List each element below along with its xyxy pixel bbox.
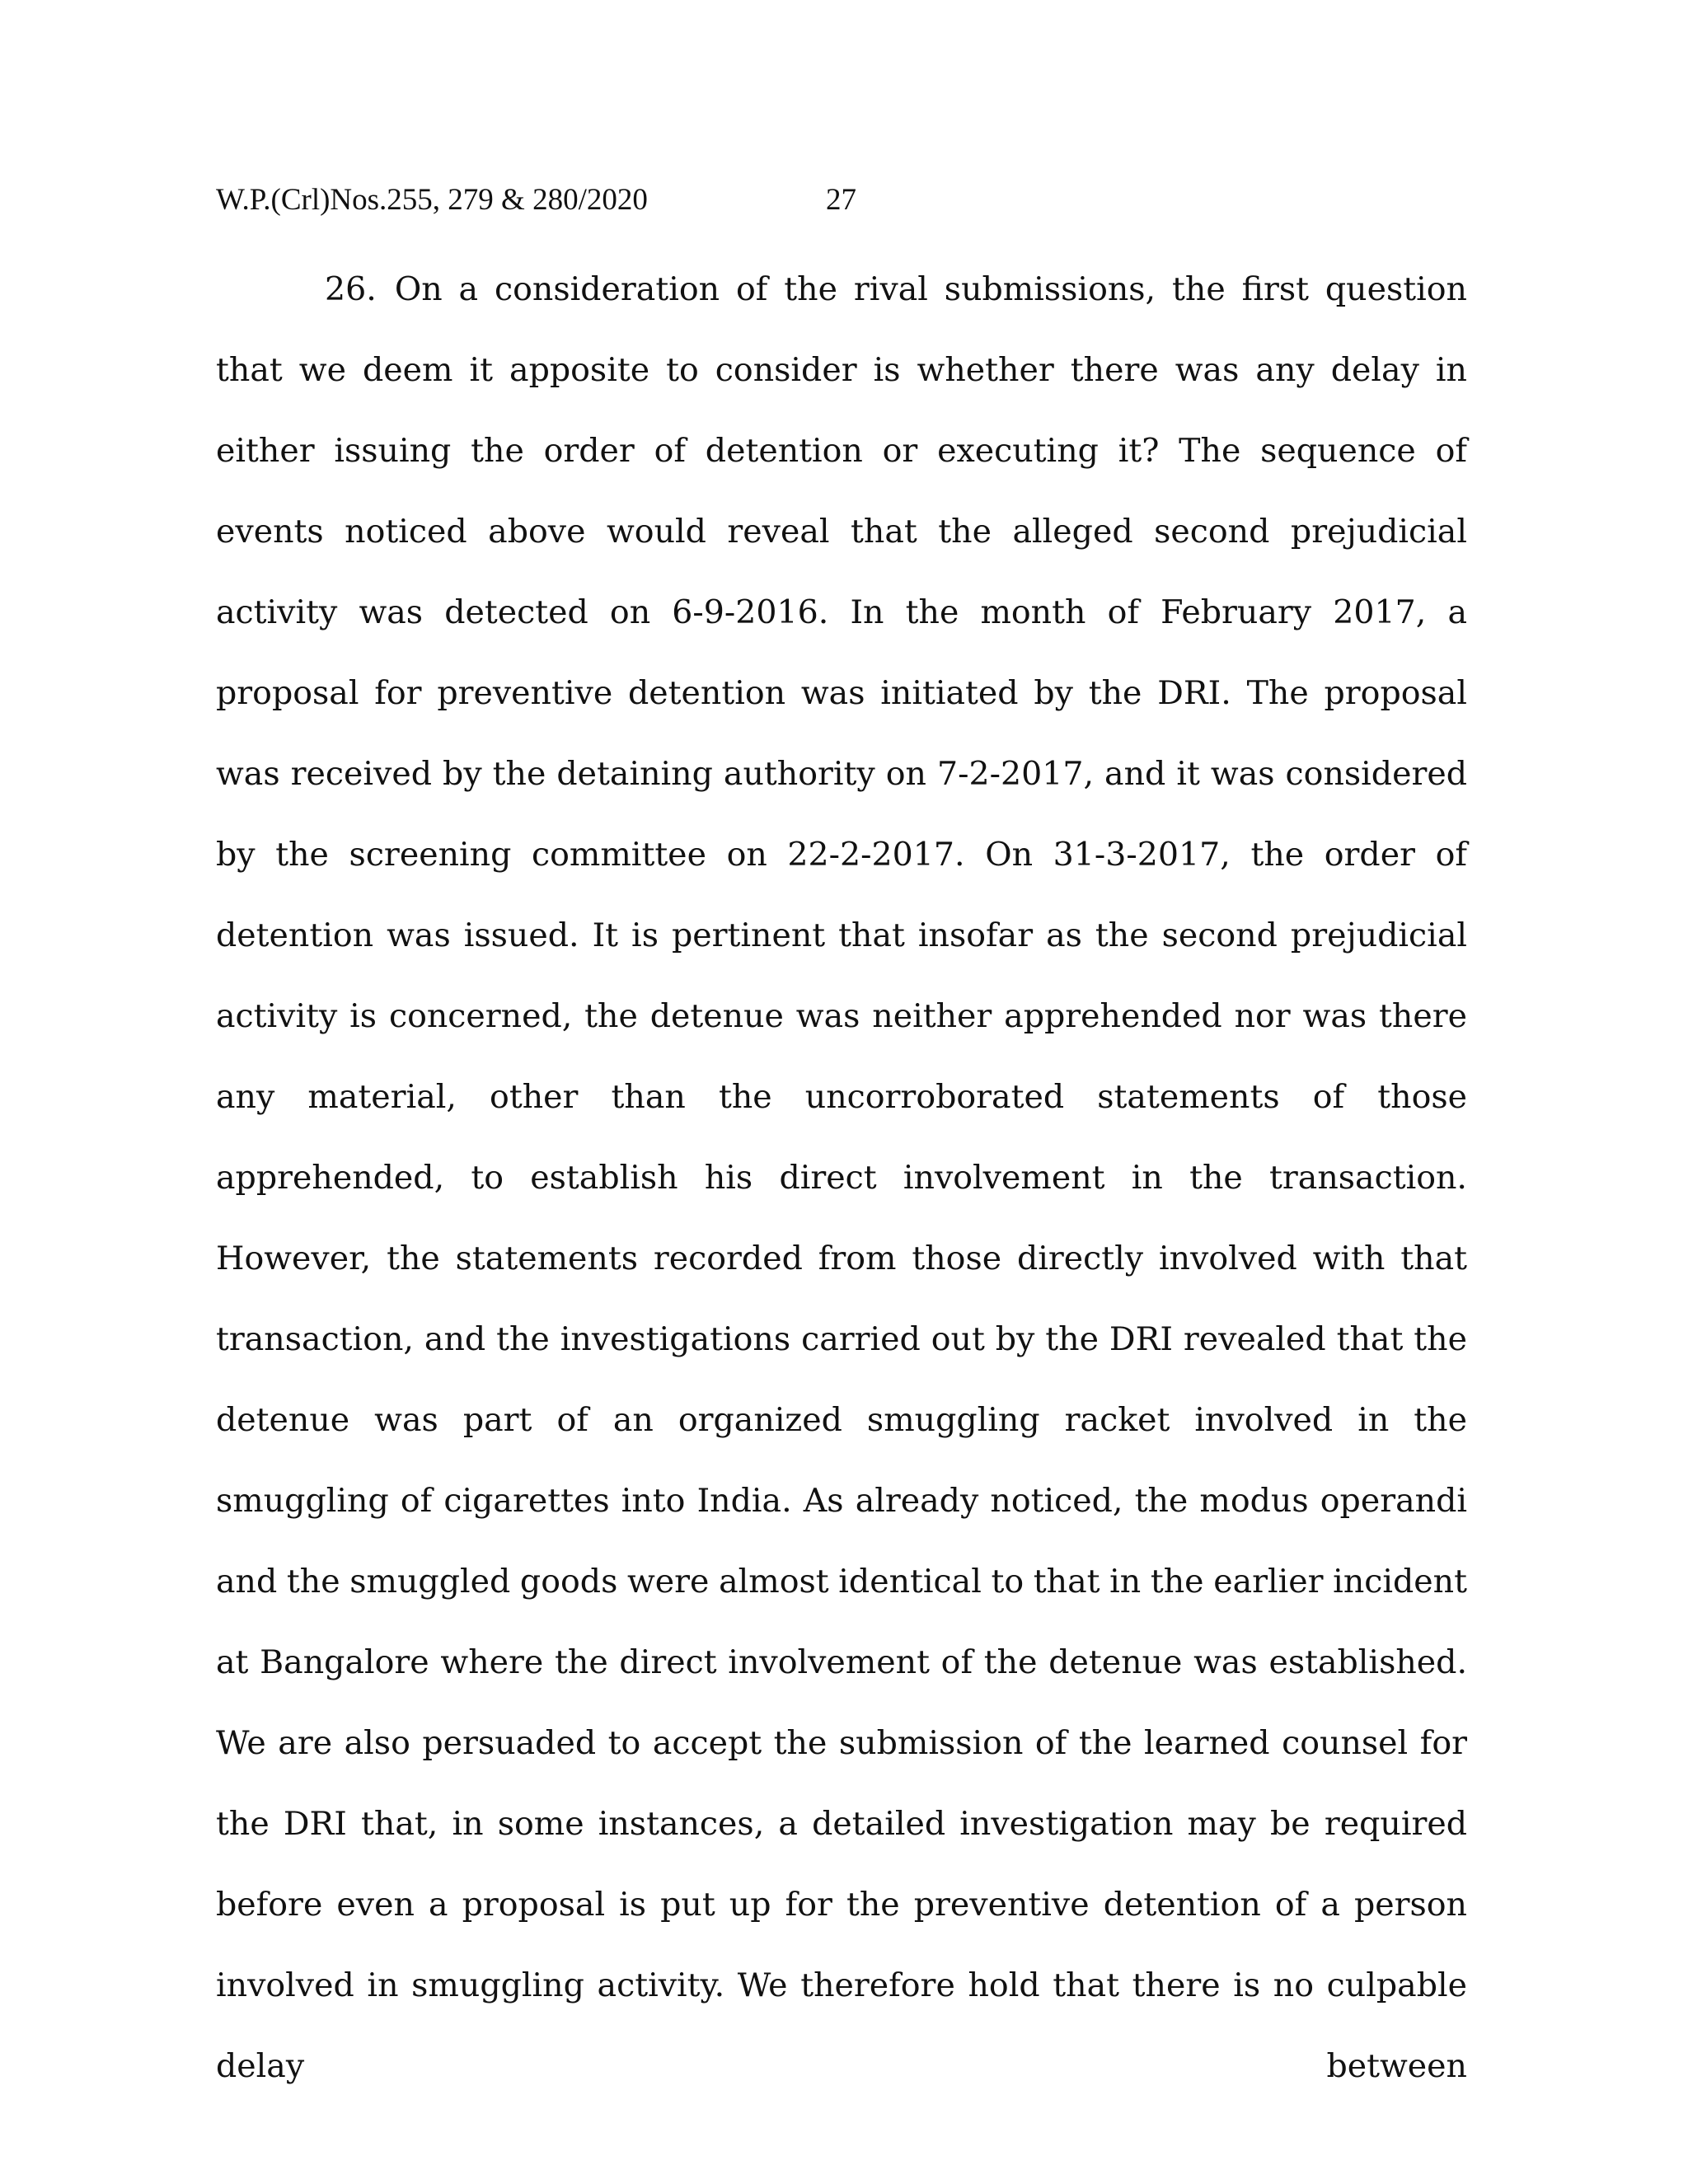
page-header	[216, 180, 1469, 221]
paragraph-number: 26.	[325, 270, 377, 308]
paragraph-text: On a consideration of the rival submissions, the first question that we deem it apposite to consider is whether there was any delay in either issuing the order of detention or executing it? The sequence of events noticed above would reveal that the alleged second prejudicial activity was detected on 6-9-2016. In the month of February 2017, a proposal for preventive detention was initiated by the DRI. The proposal was received by the detaining authority on 7-2-2017, and it was considered by the screening committee on 22-2-2017. On 31-3-2017, the order of detention was issued. It is pertinent that insofar as the second prejudicial activity is concerned, the detenue was neither apprehended nor was there any material, other than the uncorroborated statements of those apprehended, to establish his direct involvement in the transaction. However, the statements recorded from those directly involved with that transaction, and the investigations carried out by the DRI revealed that the detenue was part of an organized smuggling racket involved in the smuggling of cigarettes into India. As already noticed, the modus operandi and the smuggled goods were almost identical to that in the earlier incident at Bangalore where the direct involvement of the detenue was established. We are also persuaded to accept the submission of the learned counsel for the DRI that, in some instances, a detailed investigation may be required before even a proposal is put up for the preventive detention of a person involved in smuggling activity. We therefore hold that there is no culpable delay between	[216, 270, 1467, 2085]
case-number: W.P.(Crl)Nos.255, 279 & 280/2020	[216, 183, 648, 217]
judgment-paragraph	[216, 249, 1467, 2107]
page-number: 27	[826, 183, 856, 217]
